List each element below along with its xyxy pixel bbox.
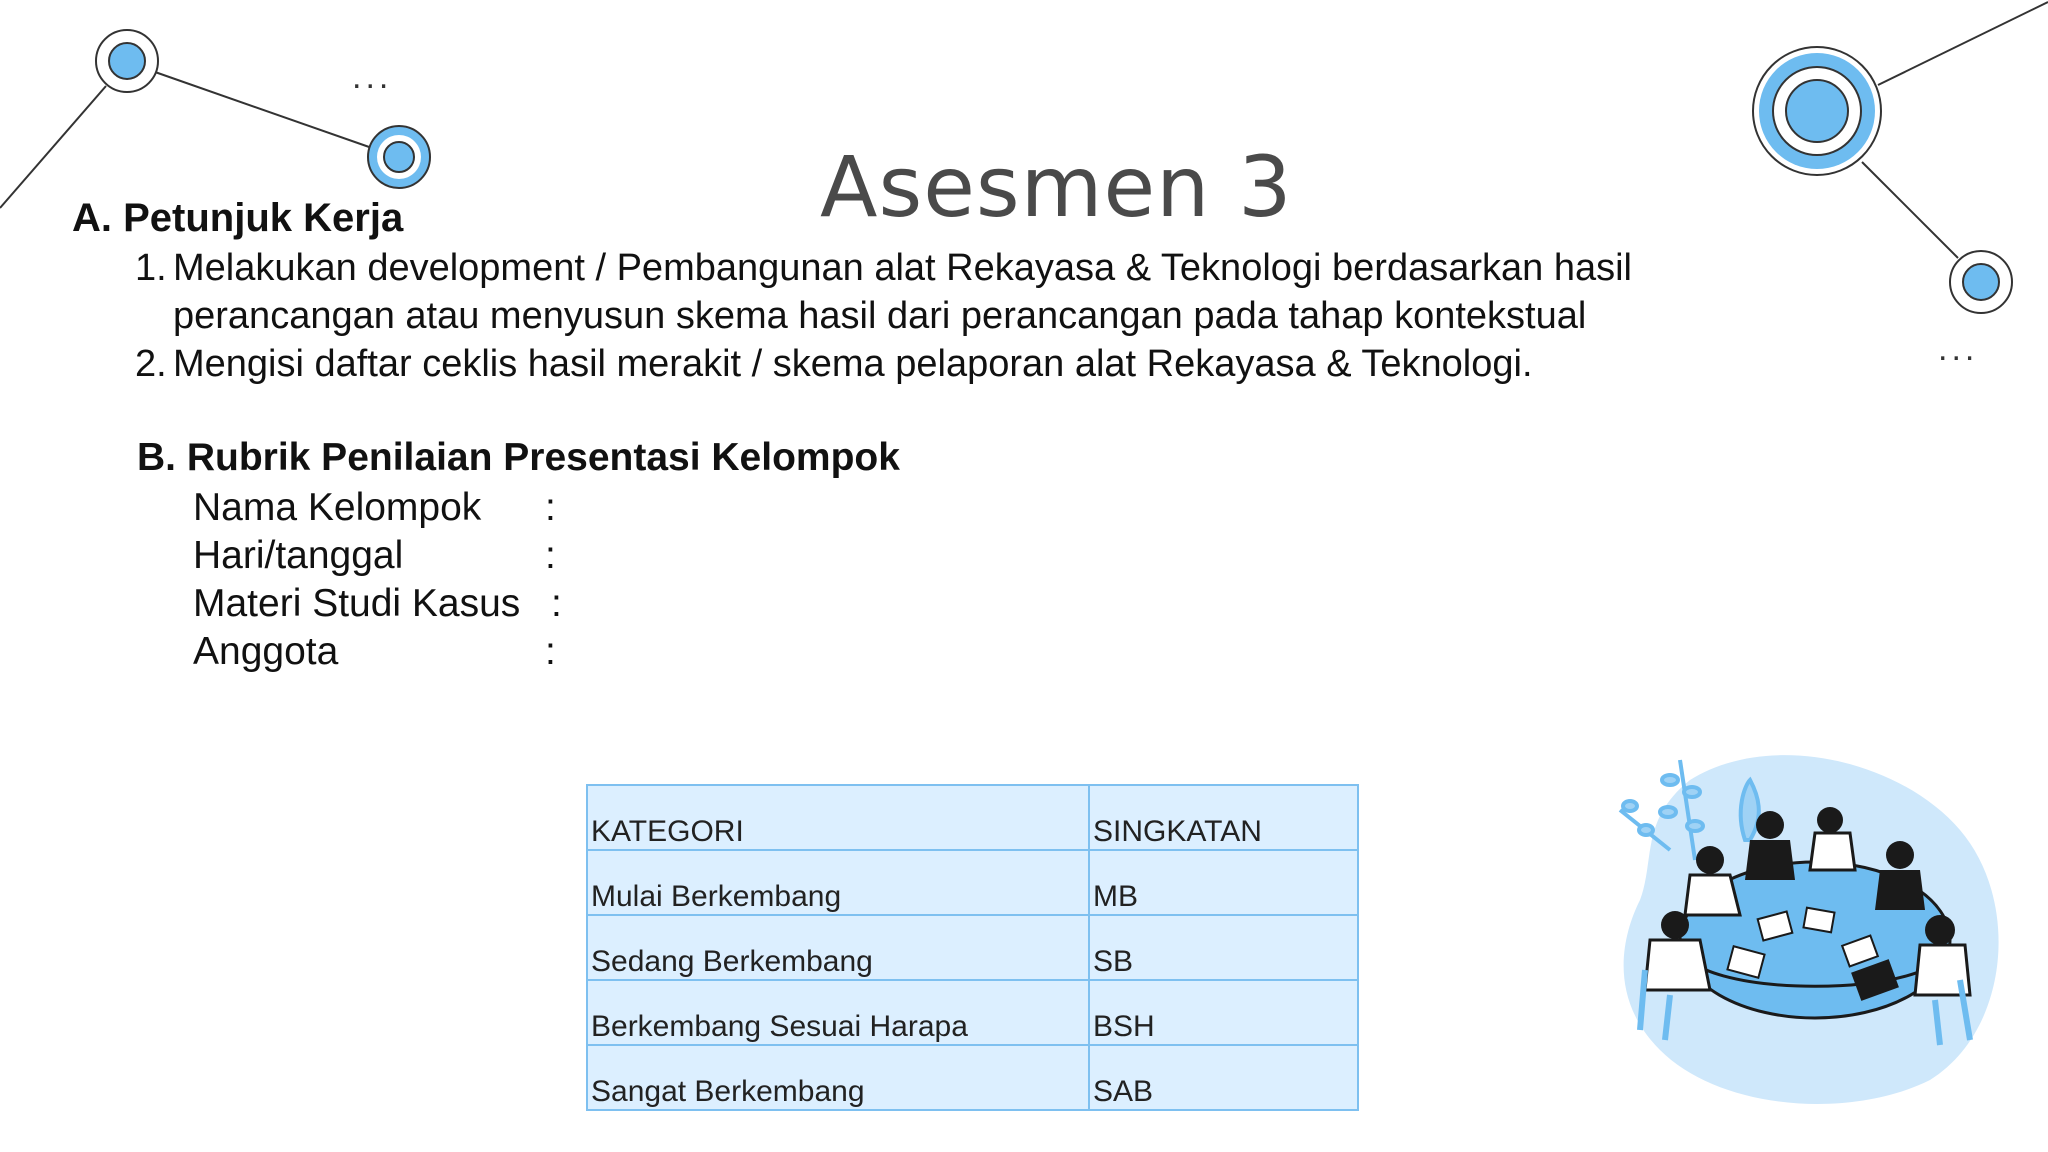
table-header-row	[587, 785, 1358, 850]
field-nama-kelompok	[193, 484, 556, 532]
ellipsis-right: ...	[1938, 330, 1979, 368]
table-cell: BSH	[1089, 980, 1358, 1045]
table-cell: Mulai Berkembang	[587, 850, 1089, 915]
node-circle-right	[1950, 251, 2012, 313]
ellipsis-left: ...	[352, 58, 393, 96]
field-colon: :	[545, 486, 556, 529]
instruction-text: Mengisi daftar ceklis hasil merakit / skema pelaporan alat Rekayasa & Teknologi.	[173, 343, 1533, 385]
field-label: Anggota	[193, 630, 339, 673]
table-row	[587, 850, 1358, 915]
node-circle-mid-left	[368, 126, 430, 188]
table-cell: Berkembang Sesuai Harapa	[587, 980, 1089, 1045]
team-meeting-illustration	[1600, 740, 2020, 1120]
instruction-list	[135, 244, 1632, 388]
slide-title: Asesmen 3	[820, 138, 1293, 236]
node-circle-top-left	[96, 30, 158, 92]
field-colon: :	[545, 534, 556, 577]
field-label: Nama Kelompok	[193, 486, 482, 529]
instruction-text: perancangan atau menyusun skema hasil dari perancangan pada tahap kontekstual	[173, 295, 1587, 337]
section-b-heading: B. Rubrik Penilaian Presentasi Kelompok	[137, 436, 900, 479]
field-hari-tanggal	[193, 532, 556, 580]
instruction-number: 1.	[135, 247, 167, 289]
table-cell: Sedang Berkembang	[587, 915, 1089, 980]
category-table	[586, 784, 1359, 1111]
table-row	[587, 915, 1358, 980]
section-a-heading: A. Petunjuk Kerja	[72, 196, 404, 240]
field-label: Materi Studi Kasus	[193, 582, 521, 625]
table-cell: SAB	[1089, 1045, 1358, 1110]
table-cell: MB	[1089, 850, 1358, 915]
table-row	[587, 1045, 1358, 1110]
form-fields	[193, 484, 562, 676]
instruction-item	[135, 244, 1632, 340]
table-cell: Sangat Berkembang	[587, 1045, 1089, 1110]
table-header-cell: KATEGORI	[587, 785, 1089, 850]
field-colon: :	[545, 630, 556, 673]
field-anggota	[193, 628, 556, 676]
instruction-item	[135, 340, 1632, 388]
instruction-number: 2.	[135, 343, 167, 385]
table-header-cell: SINGKATAN	[1089, 785, 1358, 850]
table-row	[587, 980, 1358, 1045]
field-label: Hari/tanggal	[193, 534, 404, 577]
field-materi-studi-kasus	[193, 580, 562, 628]
table-cell: SB	[1089, 915, 1358, 980]
node-circle-top-right	[1753, 47, 1881, 175]
field-colon: :	[551, 582, 562, 625]
instruction-text: Melakukan development / Pembangunan alat Rekayasa & Teknologi berdasarkan hasil	[173, 247, 1632, 289]
